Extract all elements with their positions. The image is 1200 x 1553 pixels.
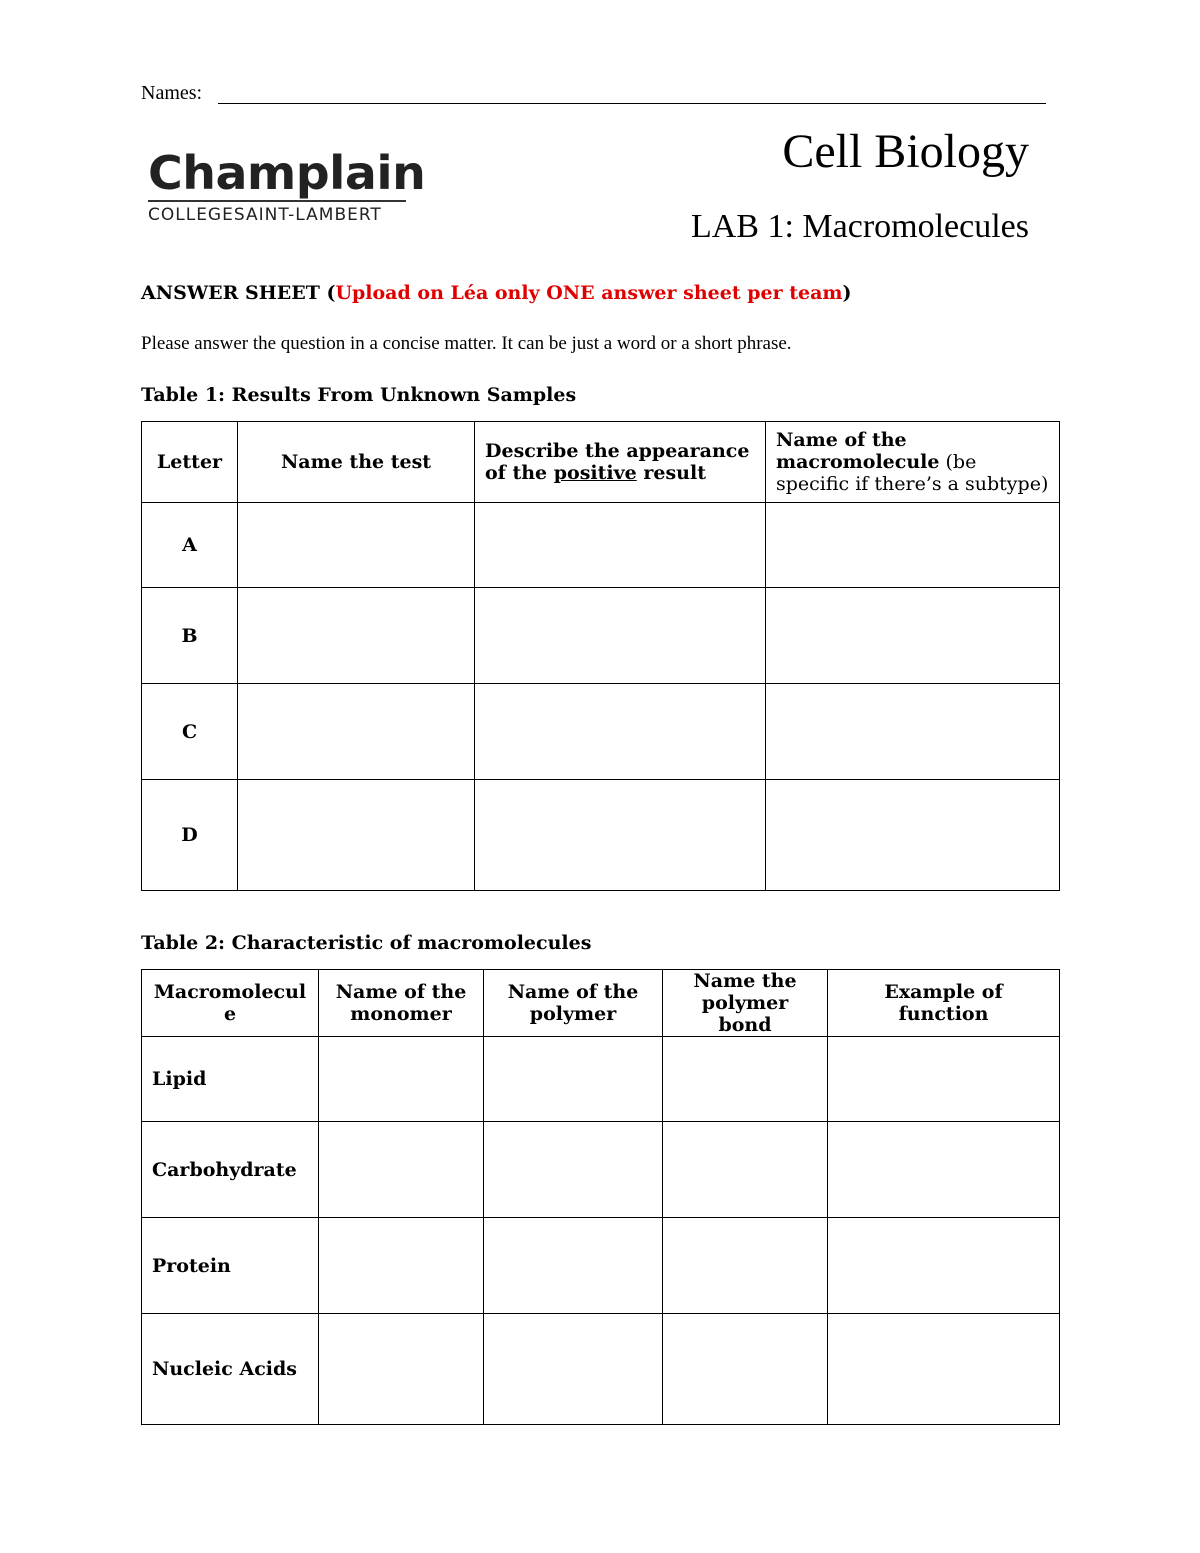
- monomer-cell-protein[interactable]: [319, 1218, 484, 1314]
- appearance-cell-b[interactable]: [475, 588, 766, 684]
- table-row: [142, 588, 1060, 684]
- header-test: Name the test: [238, 422, 475, 503]
- row-label-nucleic-acids: Nucleic Acids: [142, 1314, 319, 1425]
- bond-cell-carbohydrate[interactable]: [663, 1122, 828, 1218]
- instructions: Please answer the question in a concise matter. It can be just a word or a short phrase.: [141, 333, 792, 354]
- results-table: [141, 421, 1060, 891]
- table-row: [142, 1314, 1060, 1425]
- lab-title: LAB 1: Macromolecules: [690, 208, 1029, 245]
- row-letter-b: B: [142, 588, 238, 684]
- logo-subtitle: [148, 205, 417, 225]
- function-cell-carbohydrate[interactable]: [828, 1122, 1060, 1218]
- monomer-cell-lipid[interactable]: [319, 1037, 484, 1122]
- bond-cell-nucleic-acids[interactable]: [663, 1314, 828, 1425]
- macromolecule-cell-d[interactable]: [766, 780, 1060, 891]
- logo-rule: [148, 200, 406, 202]
- names-input-line[interactable]: [218, 103, 1046, 104]
- logo-college: COLLEGE: [148, 205, 234, 225]
- row-letter-d: D: [142, 780, 238, 891]
- header-function: Example of function: [828, 970, 1060, 1037]
- table-row: [142, 1218, 1060, 1314]
- polymer-cell-lipid[interactable]: [484, 1037, 663, 1122]
- header-macromolecule: Name of the macromolecule (be specific if there’s a subtype): [766, 422, 1060, 503]
- test-cell-c[interactable]: [238, 684, 475, 780]
- course-title: Cell Biology: [782, 125, 1029, 178]
- table1-header-row: [142, 422, 1060, 503]
- appearance-cell-d[interactable]: [475, 780, 766, 891]
- row-letter-a: A: [142, 503, 238, 588]
- table-row: [142, 1037, 1060, 1122]
- polymer-cell-nucleic-acids[interactable]: [484, 1314, 663, 1425]
- answer-sheet-heading: [141, 282, 852, 304]
- table2-header-row: [142, 970, 1060, 1037]
- polymer-cell-carbohydrate[interactable]: [484, 1122, 663, 1218]
- answer-sheet-label: ANSWER SHEET (: [141, 282, 336, 304]
- test-cell-b[interactable]: [238, 588, 475, 684]
- upload-note: Upload on Léa only ONE answer sheet per team: [335, 282, 843, 304]
- characteristics-table: [141, 969, 1060, 1425]
- answer-sheet-close: ): [842, 282, 852, 304]
- logo-campus: SAINT-LAMBERT: [233, 205, 382, 225]
- monomer-cell-carbohydrate[interactable]: [319, 1122, 484, 1218]
- bond-cell-lipid[interactable]: [663, 1037, 828, 1122]
- test-cell-d[interactable]: [238, 780, 475, 891]
- header-letter: Letter: [142, 422, 238, 503]
- names-label: Names:: [141, 82, 203, 104]
- header-macromolecule: Macromolecul e: [142, 970, 319, 1037]
- header-monomer: Name of the monomer: [319, 970, 484, 1037]
- logo-name: Champlain: [148, 146, 426, 200]
- table-row: [142, 503, 1060, 588]
- polymer-cell-protein[interactable]: [484, 1218, 663, 1314]
- header-describe: Describe the appearance of the positive result: [475, 422, 766, 503]
- champlain-logo: [148, 146, 426, 225]
- macromolecule-cell-a[interactable]: [766, 503, 1060, 588]
- row-label-carbohydrate: Carbohydrate: [142, 1122, 319, 1218]
- appearance-cell-a[interactable]: [475, 503, 766, 588]
- macromolecule-cell-c[interactable]: [766, 684, 1060, 780]
- macromolecule-cell-b[interactable]: [766, 588, 1060, 684]
- header-polymer-bond: Name the polymer bond: [663, 970, 828, 1037]
- row-label-lipid: Lipid: [142, 1037, 319, 1122]
- table-row: [142, 684, 1060, 780]
- table2-caption: Table 2: Characteristic of macromolecules: [141, 932, 592, 954]
- appearance-cell-c[interactable]: [475, 684, 766, 780]
- test-cell-a[interactable]: [238, 503, 475, 588]
- header-polymer: Name of the polymer: [484, 970, 663, 1037]
- table1-caption: Table 1: Results From Unknown Samples: [141, 384, 577, 406]
- positive-underline: positive: [553, 462, 637, 484]
- monomer-cell-nucleic-acids[interactable]: [319, 1314, 484, 1425]
- row-label-protein: Protein: [142, 1218, 319, 1314]
- function-cell-protein[interactable]: [828, 1218, 1060, 1314]
- table-row: [142, 1122, 1060, 1218]
- table-row: [142, 780, 1060, 891]
- row-letter-c: C: [142, 684, 238, 780]
- function-cell-nucleic-acids[interactable]: [828, 1314, 1060, 1425]
- bond-cell-protein[interactable]: [663, 1218, 828, 1314]
- function-cell-lipid[interactable]: [828, 1037, 1060, 1122]
